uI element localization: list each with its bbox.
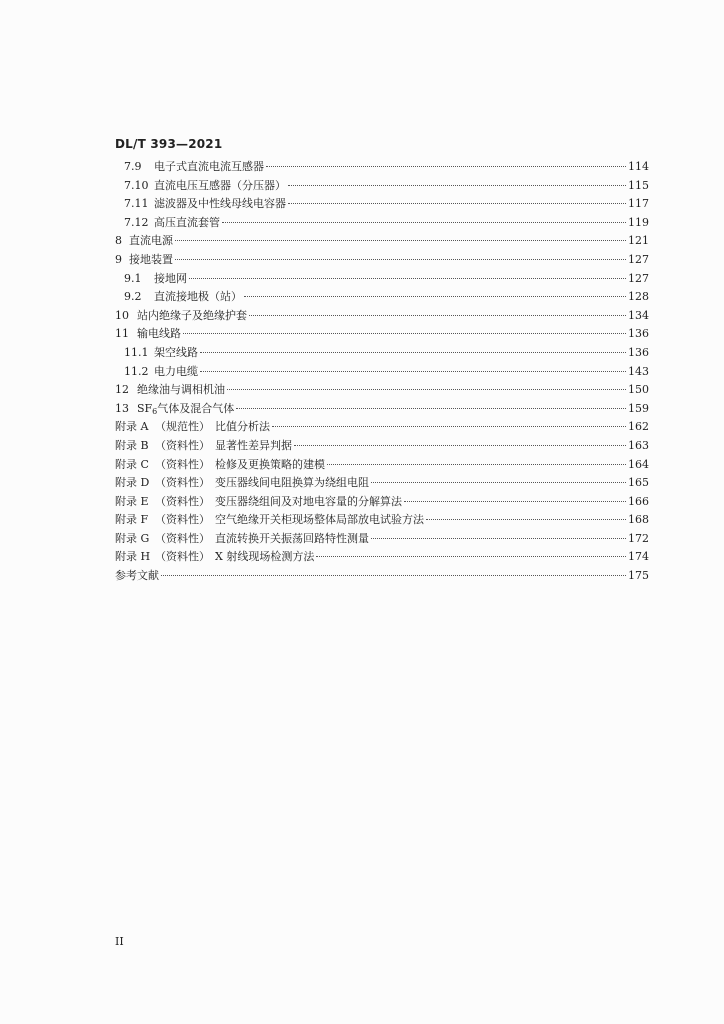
toc-entry-page-number: 134 xyxy=(628,308,649,322)
toc-dot-leader xyxy=(426,519,626,520)
toc-entry-page-number: 136 xyxy=(628,345,649,359)
toc-entry-page-number: 127 xyxy=(628,252,649,266)
toc-entry-number: 9 xyxy=(115,252,122,266)
toc-entry-annex-type: （资料性） xyxy=(155,494,210,508)
toc-entry-title: 空气绝缘开关柜现场整体局部放电试验方法 xyxy=(215,513,424,527)
toc-entry-title: 变压器线间电阻换算为绕组电阻 xyxy=(215,476,369,490)
toc-dot-leader xyxy=(266,166,626,167)
toc-entry-annex-type: （规范性） xyxy=(155,420,210,434)
toc-dot-leader xyxy=(200,352,626,353)
toc-dot-leader xyxy=(294,445,626,446)
toc-entry-title: 输电线路 xyxy=(137,327,181,341)
toc-entry-page-number: 117 xyxy=(628,197,649,211)
toc-entry-page-number: 163 xyxy=(628,438,649,452)
toc-entry-number: 7.10 xyxy=(124,178,149,192)
toc-dot-leader xyxy=(200,371,626,372)
toc-entry-page-number: 114 xyxy=(628,160,649,173)
toc-entry-title-suffix: 气体及混合气体 xyxy=(157,401,235,415)
toc-entry-number: 附录 A xyxy=(115,420,149,434)
toc-entry-annex-type: （资料性） xyxy=(155,476,210,490)
toc-entry[interactable] xyxy=(115,307,649,326)
toc-entry-title: 直流电源 xyxy=(129,234,173,248)
toc-entry-title: 比值分析法 xyxy=(215,420,270,434)
toc-entry[interactable] xyxy=(115,456,649,475)
toc-entry[interactable] xyxy=(115,363,649,382)
toc-entry-number: 11.1 xyxy=(124,345,149,359)
toc-entry-number: 附录 H xyxy=(115,550,151,564)
toc-entry-annex-type: （资料性） xyxy=(155,513,210,527)
toc-entry-number: 7.12 xyxy=(124,215,149,229)
toc-entry-number: 12 xyxy=(115,383,129,397)
toc-entry[interactable] xyxy=(115,548,649,567)
toc-entry-page-number: 164 xyxy=(628,457,649,471)
toc-dot-leader xyxy=(371,482,626,483)
toc-dot-leader xyxy=(227,389,626,390)
toc-entry-number: 8 xyxy=(115,234,122,248)
toc-entry-title: 架空线路 xyxy=(154,345,198,359)
toc-entry[interactable] xyxy=(115,288,649,307)
toc-entry-title: 电力电缆 xyxy=(154,364,198,378)
toc-dot-leader xyxy=(189,278,626,279)
toc-entry-number: 附录 E xyxy=(115,494,149,508)
toc-entry-title: 显著性差异判据 xyxy=(215,438,292,452)
toc-dot-leader xyxy=(175,259,626,260)
toc-entry[interactable] xyxy=(115,214,649,233)
toc-entry[interactable] xyxy=(115,177,649,196)
toc-dot-leader xyxy=(316,556,626,557)
toc-entry-number: 10 xyxy=(115,308,129,322)
toc-entry-title-prefix: SF xyxy=(137,401,153,415)
toc-entry-title: 接地网 xyxy=(154,271,187,285)
toc-entry-page-number: 165 xyxy=(628,476,649,490)
page-number-footer: II xyxy=(115,935,124,948)
toc-entry-annex-type: （资料性） xyxy=(155,438,210,452)
toc-entry-number: 附录 C xyxy=(115,457,149,471)
toc-entry-number: 9.2 xyxy=(124,290,142,304)
toc-entry-page-number: 168 xyxy=(628,513,649,527)
toc-entry[interactable] xyxy=(115,381,649,400)
toc-entry-number: 11 xyxy=(115,327,129,341)
toc-dot-leader xyxy=(175,240,626,241)
toc-dot-leader xyxy=(222,222,626,223)
toc-entry[interactable] xyxy=(115,437,649,456)
toc-entry-number: 附录 F xyxy=(115,513,149,527)
toc-entry-title: 接地装置 xyxy=(129,252,173,266)
toc-entry-page-number: 174 xyxy=(628,550,649,564)
toc-entry[interactable] xyxy=(115,511,649,530)
toc-entry[interactable] xyxy=(115,270,649,289)
toc-dot-leader xyxy=(288,185,626,186)
toc-entry-page-number: 150 xyxy=(628,383,649,397)
toc-entry-page-number: 166 xyxy=(628,494,649,508)
toc-entry-title: 直流转换开关振荡回路特性测量 xyxy=(215,531,369,545)
toc-entry-page-number: 136 xyxy=(628,327,649,341)
toc-dot-leader xyxy=(236,408,626,409)
toc-entry-title: 直流接地极（站） xyxy=(154,290,242,304)
toc-entry-number: 附录 B xyxy=(115,438,149,452)
toc-entry[interactable] xyxy=(115,418,649,437)
standard-code-header: DL/T 393—2021 xyxy=(115,137,223,151)
toc-entry-page-number: 115 xyxy=(628,178,649,192)
toc-dot-leader xyxy=(183,333,626,334)
toc-dot-leader xyxy=(244,296,626,297)
toc-dot-leader xyxy=(404,501,626,502)
toc-dot-leader xyxy=(272,426,626,427)
table-of-contents xyxy=(115,158,649,586)
toc-entry-title: 参考文献 xyxy=(115,569,159,583)
toc-entry-annex-type: （资料性） xyxy=(155,457,210,471)
toc-entry[interactable] xyxy=(115,400,649,419)
toc-entry-annex-type: （资料性） xyxy=(155,550,210,564)
toc-entry-title: 绝缘油与调相机油 xyxy=(137,383,225,397)
toc-entry-number: 11.2 xyxy=(124,364,149,378)
toc-entry-number: 7.11 xyxy=(124,197,149,211)
toc-entry-title: 站内绝缘子及绝缘护套 xyxy=(137,308,247,322)
toc-entry-title: 变压器绕组间及对地电容量的分解算法 xyxy=(215,494,402,508)
toc-dot-leader xyxy=(249,315,626,316)
toc-entry-page-number: 159 xyxy=(628,401,649,415)
toc-dot-leader xyxy=(288,203,626,204)
toc-entry-number: 13 xyxy=(115,401,129,415)
toc-entry[interactable] xyxy=(115,530,649,549)
toc-entry[interactable] xyxy=(115,493,649,512)
toc-entry-page-number: 119 xyxy=(628,215,649,229)
toc-entry[interactable] xyxy=(115,195,649,214)
toc-entry-title: 直流电压互感器（分压器） xyxy=(154,178,286,192)
toc-entry-annex-type: （资料性） xyxy=(155,531,210,545)
toc-entry-title-subscript: 6 xyxy=(152,406,158,416)
toc-dot-leader xyxy=(161,575,626,576)
toc-entry-title: 滤波器及中性线母线电容器 xyxy=(154,197,286,211)
toc-entry-number: 7.9 xyxy=(124,160,142,173)
toc-entry[interactable] xyxy=(115,251,649,270)
toc-entry-page-number: 143 xyxy=(628,364,649,378)
toc-entry-title: 电子式直流电流互感器 xyxy=(154,160,264,173)
toc-entry-page-number: 162 xyxy=(628,420,649,434)
toc-dot-leader xyxy=(327,464,626,465)
toc-entry[interactable] xyxy=(115,567,649,586)
toc-entry-number: 附录 G xyxy=(115,531,150,545)
toc-entry[interactable] xyxy=(115,344,649,363)
toc-entry-title: 高压直流套管 xyxy=(154,215,220,229)
toc-entry-number: 附录 D xyxy=(115,476,150,490)
toc-entry-page-number: 127 xyxy=(628,271,649,285)
toc-entry[interactable] xyxy=(115,158,649,177)
toc-entry-page-number: 128 xyxy=(628,290,649,304)
toc-entry[interactable] xyxy=(115,232,649,251)
toc-entry[interactable] xyxy=(115,325,649,344)
toc-entry[interactable] xyxy=(115,474,649,493)
toc-entry-title: X 射线现场检测方法 xyxy=(215,550,315,564)
toc-entry-title: 检修及更换策略的建模 xyxy=(215,457,325,471)
toc-entry-page-number: 172 xyxy=(628,531,649,545)
toc-entry-number: 9.1 xyxy=(124,271,142,285)
toc-entry-page-number: 175 xyxy=(628,569,649,583)
toc-entry-page-number: 121 xyxy=(628,234,649,248)
toc-dot-leader xyxy=(371,538,626,539)
